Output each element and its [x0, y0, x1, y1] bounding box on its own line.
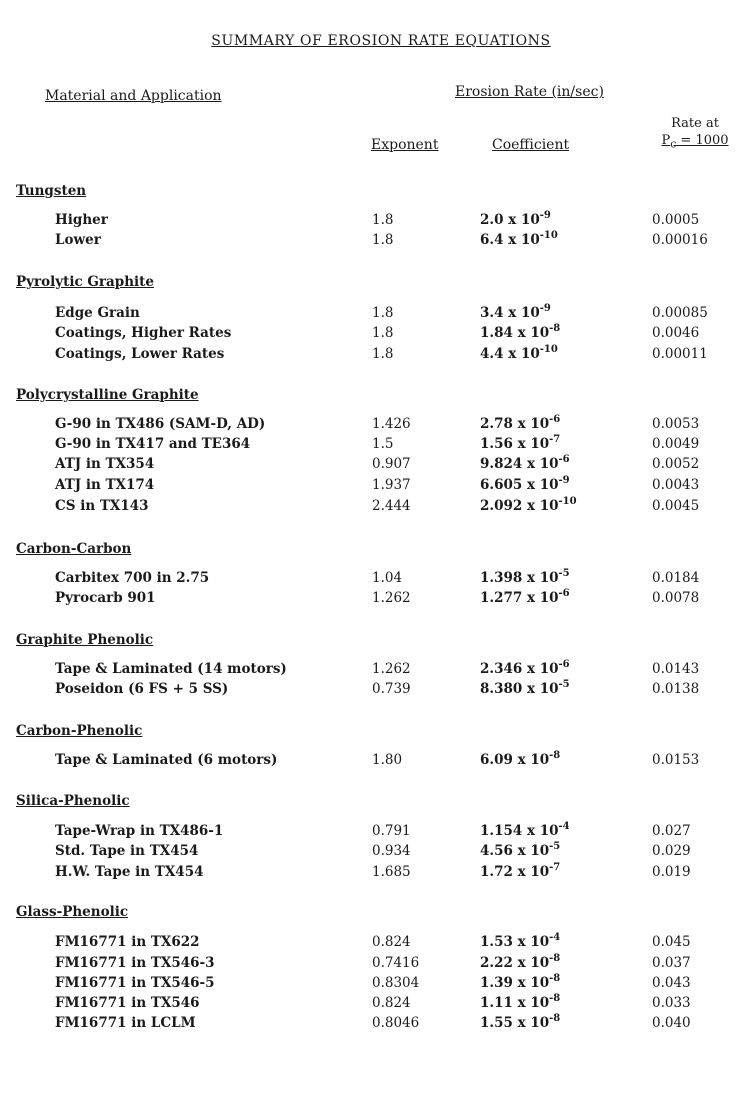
rate-cell: 0.043 [652, 975, 691, 991]
category-heading: Polycrystalline Graphite [16, 387, 199, 403]
exponent-cell: 0.907 [372, 456, 411, 472]
exponent-cell: 0.824 [372, 995, 411, 1011]
rate-cell: 0.019 [652, 864, 691, 880]
category-heading: Carbon-Phenolic [16, 723, 143, 739]
table-row [0, 416, 750, 436]
table-row [0, 346, 750, 366]
table-row [0, 1015, 750, 1035]
material-cell: FM16771 in TX546 [55, 995, 200, 1011]
erosion-rate-header: Erosion Rate (in/sec) [455, 84, 604, 100]
exponent-cell: 0.8046 [372, 1015, 420, 1031]
rate-cell: 0.0049 [652, 436, 700, 452]
coefficient-cell: 4.56 x $10^{-5}$ [480, 841, 561, 859]
rate-cell: 0.045 [652, 934, 691, 950]
table-row [0, 934, 750, 954]
category-heading: Carbon-Carbon [16, 541, 132, 557]
table-row [0, 305, 750, 325]
exponent-cell: 2.444 [372, 498, 411, 514]
exponent-cell: 0.739 [372, 681, 411, 697]
exponent-cell: 1.8 [372, 232, 394, 248]
rate-header-line2: $P_c = 1000$ [661, 133, 729, 151]
category-heading: Glass-Phenolic [16, 904, 129, 920]
rate-cell: 0.0046 [652, 325, 700, 341]
table-row [0, 456, 750, 476]
table-row [0, 477, 750, 497]
rate-cell: 0.0053 [652, 416, 700, 432]
rate-cell: 0.040 [652, 1015, 691, 1031]
document-title: SUMMARY OF EROSION RATE EQUATIONS [211, 33, 551, 49]
rate-cell: 0.0045 [652, 498, 700, 514]
rate-cell: 0.027 [652, 823, 691, 839]
rate-cell: 0.0138 [652, 681, 700, 697]
exponent-cell: 1.262 [372, 661, 411, 677]
exponent-cell: 1.8 [372, 212, 394, 228]
material-cell: Edge Grain [55, 305, 140, 321]
exponent-cell: 1.426 [372, 416, 411, 432]
rate-cell: 0.0043 [652, 477, 700, 493]
coefficient-cell: 3.4 x $10^{-9}$ [480, 303, 551, 321]
material-cell: Tape-Wrap in TX486-1 [55, 823, 224, 839]
coefficient-cell: 9.824 x $10^{-6}$ [480, 454, 570, 472]
coefficient-cell: 2.0 x $10^{-9}$ [480, 210, 551, 228]
exponent-cell: 0.824 [372, 934, 411, 950]
material-cell: FM16771 in TX546-3 [55, 955, 215, 971]
table-row [0, 498, 750, 518]
coefficient-cell: 2.092 x $10^{-10}$ [480, 496, 577, 514]
table-row [0, 975, 750, 995]
rate-cell: 0.00016 [652, 232, 708, 248]
material-cell: FM16771 in TX622 [55, 934, 200, 950]
coefficient-cell: 1.277 x $10^{-6}$ [480, 588, 570, 606]
exponent-cell: 1.8 [372, 325, 394, 341]
table-row [0, 752, 750, 772]
exponent-cell: 0.7416 [372, 955, 420, 971]
rate-column-header [645, 115, 745, 153]
table-row [0, 590, 750, 610]
coefficient-cell: 1.72 x $10^{-7}$ [480, 862, 561, 880]
rate-cell: 0.00011 [652, 346, 708, 362]
coefficient-cell: 2.22 x $10^{-8}$ [480, 953, 561, 971]
coefficient-cell: 4.4 x $10^{-10}$ [480, 344, 558, 362]
coefficient-cell: 1.39 x $10^{-8}$ [480, 973, 561, 991]
material-cell: Coatings, Higher Rates [55, 325, 232, 341]
exponent-column-header: Exponent [371, 137, 439, 153]
rate-cell: 0.0005 [652, 212, 700, 228]
table-row [0, 232, 750, 252]
rate-cell: 0.037 [652, 955, 691, 971]
material-cell: Tape & Laminated (6 motors) [55, 752, 278, 768]
table-row [0, 843, 750, 863]
material-cell: G-90 in TX417 and TE364 [55, 436, 251, 452]
table-row [0, 681, 750, 701]
category-heading: Silica-Phenolic [16, 793, 130, 809]
table-row [0, 995, 750, 1015]
exponent-cell: 0.934 [372, 843, 411, 859]
rate-cell: 0.029 [652, 843, 691, 859]
coefficient-cell: 1.56 x $10^{-7}$ [480, 434, 561, 452]
exponent-cell: 1.8 [372, 346, 394, 362]
coefficient-cell: 2.78 x $10^{-6}$ [480, 414, 561, 432]
material-cell: Poseidon (6 FS + 5 SS) [55, 681, 229, 697]
coefficient-cell: 1.154 x $10^{-4}$ [480, 821, 570, 839]
exponent-cell: 1.262 [372, 590, 411, 606]
table-row [0, 955, 750, 975]
exponent-cell: 0.8304 [372, 975, 420, 991]
material-cell: G-90 in TX486 (SAM-D, AD) [55, 416, 266, 432]
rate-cell: 0.0184 [652, 570, 700, 586]
category-heading: Pyrolytic Graphite [16, 274, 154, 290]
exponent-cell: 1.937 [372, 477, 411, 493]
material-cell: CS in TX143 [55, 498, 149, 514]
exponent-cell: 0.791 [372, 823, 411, 839]
coefficient-cell: 6.4 x $10^{-10}$ [480, 230, 558, 248]
rate-cell: 0.0078 [652, 590, 700, 606]
table-row [0, 661, 750, 681]
exponent-cell: 1.8 [372, 305, 394, 321]
exponent-cell: 1.04 [372, 570, 403, 586]
coefficient-cell: 1.11 x $10^{-8}$ [480, 993, 561, 1011]
rate-cell: 0.00085 [652, 305, 708, 321]
material-cell: Std. Tape in TX454 [55, 843, 199, 859]
table-row [0, 212, 750, 232]
table-row [0, 325, 750, 345]
material-cell: H.W. Tape in TX454 [55, 864, 204, 880]
coefficient-cell: 6.09 x $10^{-8}$ [480, 750, 561, 768]
exponent-cell: 1.685 [372, 864, 411, 880]
material-column-header: Material and Application [45, 88, 222, 104]
exponent-cell: 1.5 [372, 436, 394, 452]
material-cell: FM16771 in LCLM [55, 1015, 196, 1031]
table-row [0, 436, 750, 456]
exponent-cell: 1.80 [372, 752, 403, 768]
coefficient-cell: 1.55 x $10^{-8}$ [480, 1013, 561, 1031]
material-cell: Pyrocarb 901 [55, 590, 156, 606]
material-cell: Coatings, Lower Rates [55, 346, 225, 362]
rate-cell: 0.0153 [652, 752, 700, 768]
table-row [0, 864, 750, 884]
coefficient-cell: 1.53 x $10^{-4}$ [480, 932, 561, 950]
coefficient-column-header: Coefficient [492, 137, 570, 153]
material-cell: ATJ in TX174 [55, 477, 155, 493]
rate-cell: 0.0143 [652, 661, 700, 677]
coefficient-cell: 8.380 x $10^{-5}$ [480, 679, 570, 697]
table-row [0, 570, 750, 590]
material-cell: Tape & Laminated (14 motors) [55, 661, 287, 677]
coefficient-cell: 1.398 x $10^{-5}$ [480, 568, 570, 586]
coefficient-cell: 1.84 x $10^{-8}$ [480, 323, 561, 341]
table-row [0, 823, 750, 843]
material-cell: FM16771 in TX546-5 [55, 975, 215, 991]
material-cell: Lower [55, 232, 101, 248]
material-cell: Higher [55, 212, 108, 228]
rate-cell: 0.0052 [652, 456, 700, 472]
coefficient-cell: 6.605 x $10^{-9}$ [480, 475, 570, 493]
category-heading: Graphite Phenolic [16, 632, 154, 648]
category-heading: Tungsten [16, 183, 87, 199]
rate-cell: 0.033 [652, 995, 691, 1011]
coefficient-cell: 2.346 x $10^{-6}$ [480, 659, 570, 677]
material-cell: ATJ in TX354 [55, 456, 155, 472]
material-cell: Carbitex 700 in 2.75 [55, 570, 210, 586]
rate-header-line1: Rate at [671, 116, 719, 131]
